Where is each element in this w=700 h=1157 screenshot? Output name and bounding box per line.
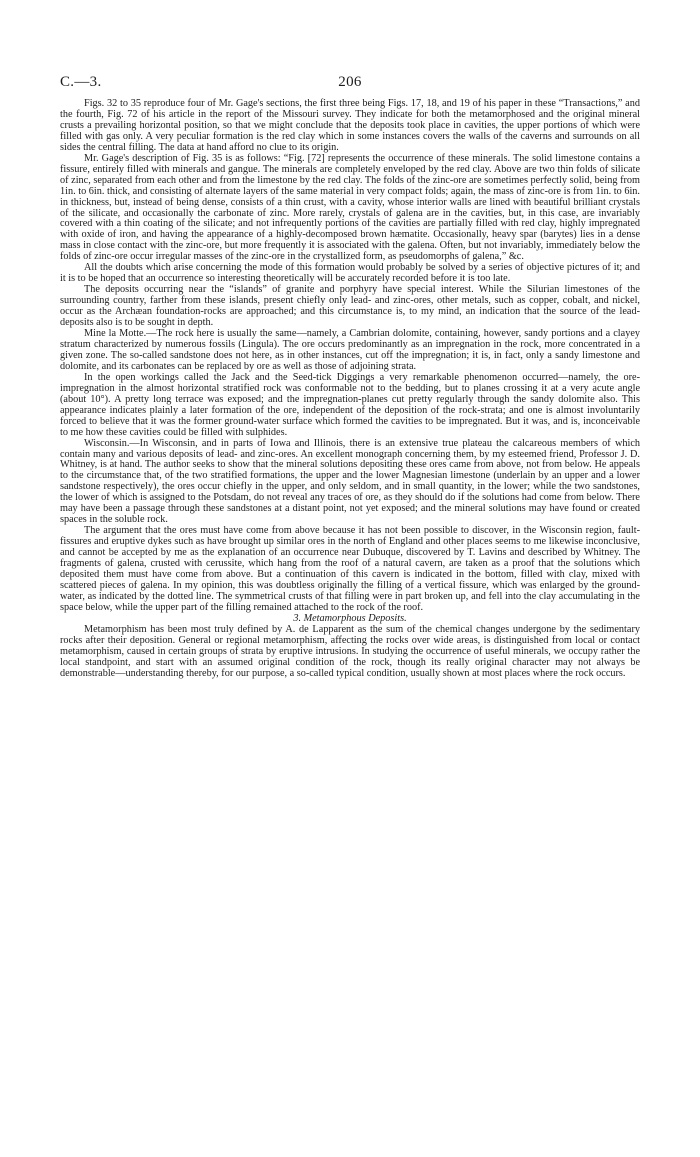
paragraph: Wisconsin.—In Wisconsin, and in parts of Iowa and Illinois, there is an extensive true plateau the calcareous members of which contain many and various deposits of lead- and zinc-ores. An excellent monograph concerning them, by my esteemed friend, Professor J. D. Whitney, is at hand. The author seeks to show that the mineral solutions depositing these ores came from above, not from below. He appeals to the circumstance that, of the two stratified formations, the upper and the lower Magnesian limestone (underlain by an upper and a lower sandstone respectively), the ores occur chiefly in the upper, and only seldom, and in small quantity, in the lower; while the two sandstones, the lower of which is assigned to the Potsdam, do not reveal any traces of ore, as they should do if the solutions had come from below. There may have been a passage through these sandstones at a distant point, not yet exposed; and the mineral solutions may have found or created spaces in the soluble rock.	[60, 437, 640, 526]
page-number: 206	[338, 74, 362, 90]
paragraph: Figs. 32 to 35 reproduce four of Mr. Gage's sections, the first three being Figs. 17, 18, and 19 of his paper in these “Transactions,” and the fourth, Fig. 72 of his article in the report of the Missouri survey. They indicate for both the metamorphosed and the original mineral crusts a prevailing horizontal position, so that we might conclude that the deposits took place in cavities, the upper portions of which were filled with gas only. A very peculiar formation is the red clay which in some instances covers the walls of the caverns and surrounds on all sides the central filling. The data at hand afford no clue to its origin.	[60, 98, 640, 153]
section-heading: 3. Metamorphous Deposits.	[293, 612, 407, 624]
paragraph: In the open workings called the Jack and the Seed-tick Diggings a very remarkable phenomenon occurred—namely, the ore-impregnation in the almost horizontal stratified rock was conformable not to the bedding, but to planes crossing it at a very acute angle (about 10°). A pretty long terrace was exposed; and the impregnation-planes cut pretty regularly through the sandy dolomite also. This appearance indicates plainly a later formation of the ore, independent of the deposition of the rock-strata; and one is almost involuntarily forced to believe that it was the former ground-water surface which formed the cavities to be impregnated. But it was, and is, inconceivable to me how these cavities could be filled with sulphides.	[60, 371, 640, 438]
paragraph: The argument that the ores must have come from above because it has not been possible to discover, in the Wisconsin region, fault-fissures and eruptive dykes such as have brought up similar ores in the north of England and other places seems to me likewise inconclusive, and cannot be accepted by me as the explanation of an occurrence near Dubuque, discovered by T. Lavins and described by Whitney. The fragments of galena, crusted with cerussite, which hang from the roof of a natural cavern, are taken as a proof that the solutions which deposited them must have come from above. But a continuation of this cavern is indicated in the bottom, filled with clay, mixed with scattered pieces of galena. In my opinion, this was doubtless originally the filling of a vertical fissure, which was enlarged by the ground-water, as indicated by the dotted line. The symmetrical crusts of that filling were in part broken up, and fell into the clay accumulating in the space below, while the upper part of the filling remained attached to the rock of the roof.	[60, 525, 640, 613]
paragraph: Mr. Gage's description of Fig. 35 is as follows: “Fig. [72] represents the occurrence of these minerals. The solid limestone contains a fissure, entirely filled with minerals and gangue. The minerals are completely enveloped by the red clay. Above are two thin folds of silicate of zinc, separated from each other and from the limestone by the red clay. The folds of the zinc-ore are sometimes perfectly solid, being from 1in. to 6in. thick, and consisting of alternate layers of the same material in very compact folds; again, the mass of zinc-ore is from 1in. to 6in. in thickness, but, instead of being dense, consists of a thin crust, with a cavity, whose interior walls are lined with beautiful brilliant crystals of the silicate, and occasionally the carbonate of zinc. More rarely, crystals of galena are in the cavities, but, in this case, are invariably covered with a thin coating of the silicate; and not infrequently portions of the cavities are partially filled with red clay, highly impregnated with oxide of iron, and having the appearance of a highly-decomposed brown hæmatite. Occasionally, heavy spar (barytes) lies in a dense mass in close contact with the zinc-ore, but more frequently it is associated with the galena. Often, but not invariably, immediately below the folds of zinc-ore occur irregular masses of the zinc-ore in the crystallized form, as pseudomorphs of galena,” &c.	[60, 152, 640, 263]
body-text	[60, 99, 640, 680]
paragraph: Metamorphism has been most truly defined by A. de Lapparent as the sum of the chemical changes undergone by the sedimentary rocks after their deposition. General or regional metamorphism, affecting the rocks over wide areas, is distinguished from local or contact metamorphism, caused in certain groups of strata by eruptive intrusions. In studying the occurrence of useful minerals, we occupy rather the local standpoint, and start with an assumed original condition of the rock, though its really original character may not always be demonstrable—understanding thereby, for our purpose, a so-called typical condition, usually shown at most places where the rock occurs.	[60, 623, 640, 679]
section-code: C.—3.	[60, 74, 102, 90]
paragraph: Mine la Motte.—The rock here is usually the same—namely, a Cambrian dolomite, containing, however, sandy portions and a clayey stratum characterized by numerous fossils (Lingula). The ore occurs predominantly as an impregnation in the rock, more concentrated in a given zone. The so-called sandstone does not here, as in other instances, cut off the impregnation; it is, in fact, only a sandy limestone and dolomite, and its carbonates can be replaced by ore as well as those of adjoining strata.	[60, 328, 640, 372]
paragraph: The deposits occurring near the “islands” of granite and porphyry have special interest. While the Silurian limestones of the surrounding country, farther from these islands, present chiefly only lead- and zinc-ores, other metals, such as copper, cobalt, and nickel, occur as the Archæan foundation-rocks are approached; and this circumstance is, to my mind, an indication that the source of the lead-deposits also is to be sought in depth.	[60, 284, 640, 329]
paragraph: All the doubts which arise concerning the mode of this formation would probably be solved by a series of objective pictures of it; and it is to be hoped that an occurrence so interesting theoretically will be accurately recorded before it is too late.	[60, 262, 640, 285]
